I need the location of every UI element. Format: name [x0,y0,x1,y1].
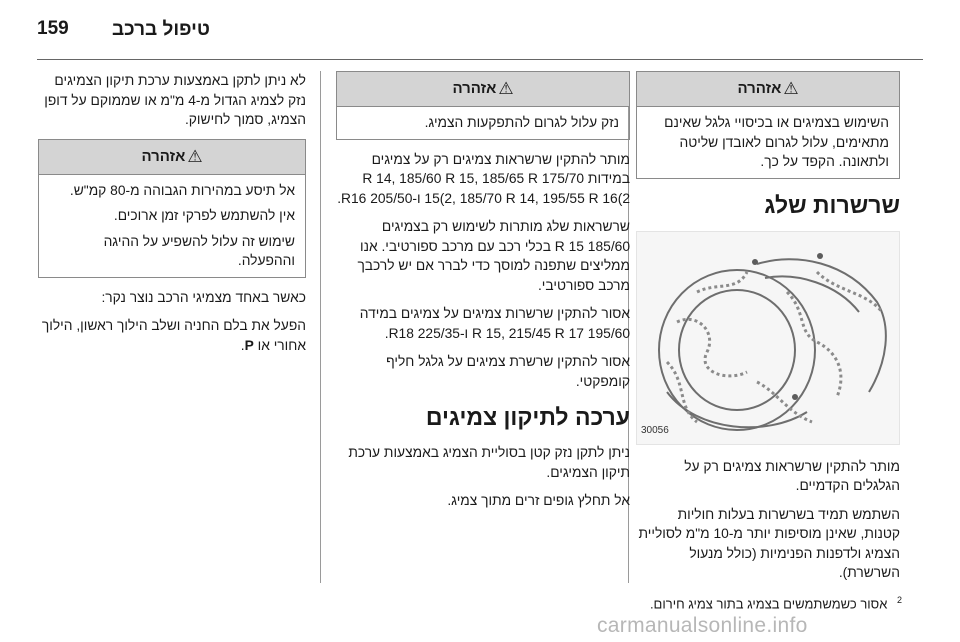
column-divider [320,71,321,583]
warning-box [38,139,306,278]
paragraph: מותר להתקין שרשראות צמיגים רק על הגלגלים הקדמיים. [684,458,900,493]
warning-body [39,175,305,277]
warning-triangle-icon: ⚠ [783,79,799,99]
warning-text: השימוש בצמיגים או בכיסויי גלגל שאינם מתאימים, עלול לגרום לאובדן שליטה ולתאונה. הקפד על כך. [664,115,889,169]
warning-label: אזהרה [452,80,497,98]
paragraph: הפעל את בלם החניה ושלב הילוך ראשון, הילוך אחורי או P. [41,318,306,353]
paragraph: כאשר באחד מצמיגי הרכב נוצר נקר: [101,289,306,305]
footnote-marker: 2 [896,595,902,605]
snow-chain-drawing [637,232,899,444]
warning-box [636,71,900,179]
gear-p-label: P [244,337,254,353]
warning-header [39,140,305,175]
right-column [636,71,900,592]
snow-chain-illustration [636,231,900,445]
section-title-snow-chains: שרשרות שלג [764,191,900,218]
warning-header [337,72,629,107]
page-header-title: טיפול ברכב [112,19,210,40]
paragraph-text: הפעל את בלם החניה ושלב הילוך ראשון, הילוך אחורי או [41,318,306,353]
warning-text: אין להשתמש לפרקי זמן ארוכים. [113,208,295,223]
figure-code: 30056 [641,425,669,436]
warning-label: אזהרה [737,80,782,98]
left-column [38,71,306,364]
footnote-text: אסור כשמשתמשים בצמיג בתור צמיג חירום. [649,596,888,612]
watermark: carmanualsonline.info [597,614,808,637]
warning-box [336,71,630,140]
warning-triangle-icon: ⚠ [187,146,203,166]
warning-text: שימוש זה עלול להשפיע על ההיגה וההפעלה. [103,233,295,268]
paragraph: שרשראות שלג מותרות לשימוש רק בצמיגים 185/60 R 15 בכלי רכב עם מרכב ספורטיבי. אנו ממליצים שתפנה למוסך כדי לברר אם יש לרכבך מרכב ספורטיבי. [357,219,630,293]
paragraph: אסור להתקין שרשרת צמיגים על גלגל חליף קומפקטי. [386,354,630,389]
paragraph: לא ניתן לתקן באמצעות ערכת תיקון הצמיגים נזק לצמיג הגדול מ-4 מ"מ או שממוקם על דופן הצמיג, סמוך לחישוק. [44,73,306,127]
warning-text: אל תיסע במהירות הגבוהה מ-80 קמ"ש. [69,182,295,198]
warning-triangle-icon: ⚠ [498,79,514,99]
paragraph: אל תחלץ גופים זרים מתוך צמיג. [447,493,630,508]
middle-column [336,71,630,520]
paragraph: השתמש תמיד בשרשרות בעלות חוליות קטנות, שאינן מוסיפות יותר מ-10 מ"מ לסוליית הצמיג ולדפנות הפנימיות (כולל מנעול השרשרת). [638,506,900,580]
page-number: 159 [37,18,69,39]
warning-body [337,107,629,139]
paragraph: מותר להתקין שרשראות צמיגים רק על צמיגים במידות 175/70 R 14, 185/60 R 15, 185/65 R 15(2, 185/70 R 14, 195/55 R 16(2 ו-205/50 R16. [337,151,630,206]
paragraph: ניתן לתקן נזק קטן בסוליית הצמיג באמצעות ערכת תיקון הצמיגים. [348,445,630,480]
footnote [620,591,902,613]
warning-body [637,107,899,178]
header-rule [37,59,923,60]
section-title-tyre-repair-kit: ערכה לתיקון צמיגים [425,404,630,430]
warning-header [637,72,899,107]
paragraph: אסור להתקין שרשרות צמיגים על צמיגים במידה 195/60 R 15, 215/45 R 17 ו-225/35 R18. [359,306,630,341]
warning-label: אזהרה [141,147,186,165]
warning-text: נזק עלול לגרום להתפקעות הצמיג. [424,115,619,130]
